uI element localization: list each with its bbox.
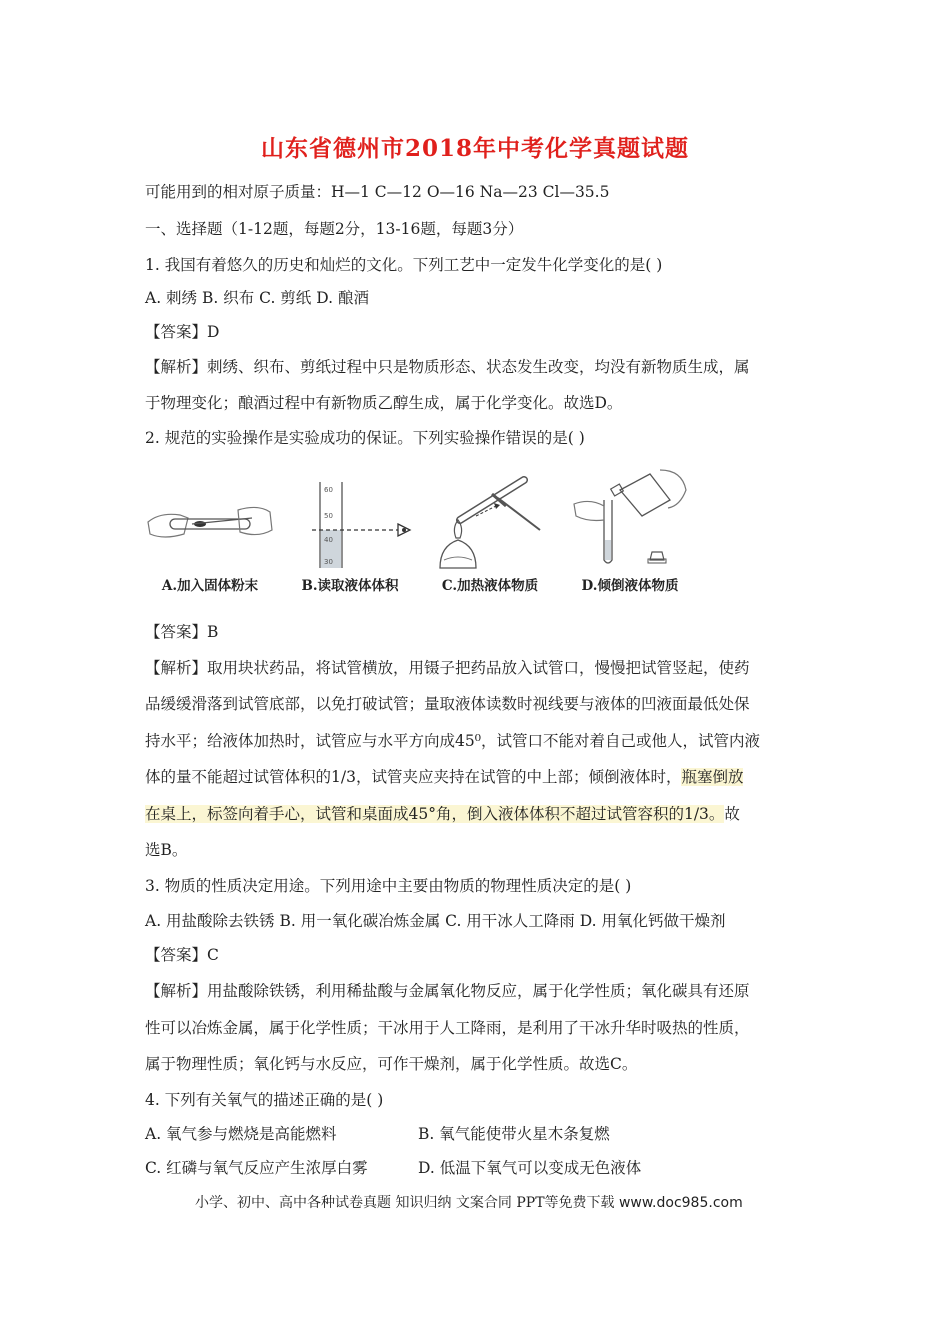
q2-analysis-line-5 — [145, 804, 740, 824]
q1-stem: 1. 我国有着悠久的历史和灿烂的文化。下列工艺中一定发牛化学变化的是( ) — [145, 256, 663, 274]
tick-30: 30 — [324, 558, 333, 566]
q2-analysis-line-5-text: 故 — [724, 805, 740, 823]
q3-analysis-line-2: 性可以冶炼金属，属于化学性质；干冰用于人工降雨，是利用了干冰升华时吸热的性质， — [145, 1019, 750, 1037]
q3-analysis-line-1: 【解析】用盐酸除铁锈，利用稀盐酸与金属氧化物反应，属于化学性质；氧化碳具有还原 — [145, 982, 750, 1000]
q2-analysis-line-3: 持水平；给液体加热时，试管应与水平方向成45⁰，试管口不能对着自己或他人，试管内液 — [145, 732, 760, 750]
q3-analysis-line-3: 属于物理性质；氧化钙与水反应，可作干燥剂，属于化学性质。故选C。 — [145, 1055, 638, 1073]
q2-analysis-line-4-text: 体的量不能超过试管体积的1/3，试管夹应夹持在试管的中上部；倾倒液体时， — [145, 768, 682, 786]
q1-analysis-line-1: 【解析】刺绣、织布、剪纸过程中只是物质形态、状态发生改变，均没有新物质生成，属 — [145, 358, 750, 376]
q2-analysis-line-1: 【解析】取用块状药品，将试管横放，用镊子把药品放入试管口，慢慢把试管竖起，使药 — [145, 659, 750, 677]
figure-a-label: A.加入固体粉末 — [161, 578, 259, 594]
q2-analysis-line-2: 品缓缓滑落到试管底部，以免打破试管；量取液体读数时视线要与液体的凹液面最低处保 — [145, 695, 750, 713]
q2-analysis-line-6: 选B。 — [145, 841, 188, 859]
q4-option-c: C. 红磷与氧气反应产生浓厚白雾 — [145, 1159, 368, 1177]
figure-d — [560, 460, 700, 600]
figure-c — [420, 460, 560, 600]
q1-analysis-line-2: 于物理变化；酿酒过程中有新物质乙醇生成，属于化学变化。故选D。 — [145, 394, 623, 412]
tick-50: 50 — [324, 512, 333, 520]
q1-answer: 【答案】D — [145, 323, 220, 341]
tick-60: 60 — [324, 486, 333, 494]
q4-option-b: B. 氧气能使带火星木条复燃 — [418, 1125, 610, 1143]
footer-text: 小学、初中、高中各种试卷真题 知识归纳 文案合同 PPT等免费下载 — [195, 1195, 615, 1211]
figure-a — [140, 460, 280, 600]
q3-answer: 【答案】C — [145, 946, 219, 964]
figure-b — [280, 460, 420, 600]
page-title: 山东省德州市2018年中考化学真题试题 — [260, 135, 689, 162]
tick-40: 40 — [324, 536, 333, 544]
q2-figure-row — [140, 460, 700, 600]
atomic-mass-line: 可能用到的相对原子质量：H—1 C—12 O—16 Na—23 Cl—35.5 — [145, 183, 610, 201]
highlighted-text: 瓶塞倒放 — [681, 768, 744, 786]
q4-stem: 4. 下列有关氧气的描述正确的是( ) — [145, 1091, 384, 1109]
footer-url-link[interactable]: www.doc985.com — [618, 1195, 743, 1211]
section-heading: 一、选择题（1-12题，每题2分，13-16题，每题3分） — [145, 220, 524, 238]
pouring-liquid-illustration — [560, 460, 700, 570]
test-tube-powder-illustration — [140, 460, 280, 570]
q4-option-d: D. 低温下氧气可以变成无色液体 — [418, 1159, 642, 1177]
page-footer — [195, 1192, 743, 1212]
q4-option-a: A. 氧气参与燃烧是高能燃料 — [145, 1125, 337, 1143]
highlighted-text: 在桌上，标签向着手心，试管和桌面成45°角，倒入液体体积不超过试管容积的1/3。 — [145, 805, 725, 823]
figure-c-label: C.加热液体物质 — [441, 578, 539, 594]
q2-stem: 2. 规范的实验操作是实验成功的保证。下列实验操作错误的是( ) — [145, 429, 585, 447]
q3-options: A. 用盐酸除去铁锈 B. 用一氧化碳冶炼金属 C. 用干冰人工降雨 D. 用氧化钙做干燥剂 — [145, 912, 726, 930]
figure-d-label: D.倾倒液体物质 — [581, 578, 679, 594]
q2-analysis-line-4 — [145, 767, 743, 787]
q2-answer: 【答案】B — [145, 623, 219, 641]
graduated-cylinder-illustration — [280, 460, 420, 570]
alcohol-lamp-heating-illustration — [420, 460, 560, 570]
figure-b-label: B.读取液体体积 — [301, 578, 399, 594]
q1-options: A. 刺绣 B. 织布 C. 剪纸 D. 酿酒 — [145, 289, 369, 307]
q3-stem: 3. 物质的性质决定用途。下列用途中主要由物质的物理性质决定的是( ) — [145, 877, 632, 895]
